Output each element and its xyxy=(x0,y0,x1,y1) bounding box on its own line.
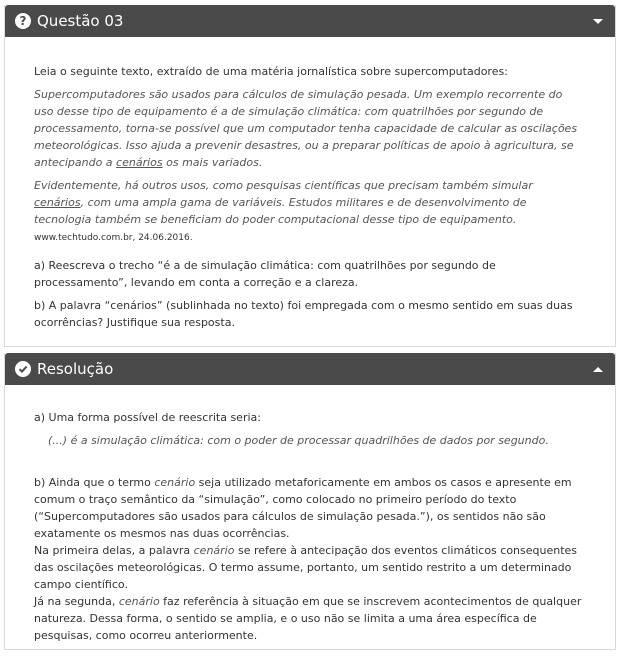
underlined-word-2: cenários xyxy=(34,196,81,209)
check-circle-icon xyxy=(15,361,31,377)
item-b: b) A palavra “cenários” (sublinhada no texto) foi empregada com o mesmo sentido em suas duas ocorrências? Justifique sua resposta. xyxy=(34,299,573,329)
underlined-word-1: cenários xyxy=(116,156,163,169)
question-intro: Leia o seguinte texto, extraído de uma matéria jornalística sobre supercomputadores: xyxy=(34,65,508,78)
passage-1-end: os mais variados. xyxy=(162,156,263,169)
passage-paragraph-1 xyxy=(34,86,585,171)
resolution-title: Resolução xyxy=(37,360,114,378)
answer-b3-start: Já na segunda, xyxy=(34,595,119,608)
answer-b1-term: cenário xyxy=(154,476,196,489)
answer-b1-end: seja utilizado metaforicamente em ambos os casos e apresente em comum o traço semântico da “simulação”, como colocado no primeiro período do texto (“Supercomputadores são usados para cálculos de simulação pesada.”), os sentidos não são exatamente os mesmos nas duas ocorrências. xyxy=(34,476,572,540)
question-header[interactable] xyxy=(5,5,615,37)
answer-a-intro: a) Uma forma possível de reescrita seria: xyxy=(34,411,261,424)
passage-paragraph-2 xyxy=(34,177,585,228)
source-citation: www.techtudo.com.br, 24.06.2016. xyxy=(34,233,193,243)
answer-b2-term: cenário xyxy=(193,544,235,557)
question-circle-icon: ? xyxy=(15,13,31,29)
answer-b-paragraph-3 xyxy=(34,593,585,644)
answer-b2-end: se refere à antecipação dos eventos climáticos consequentes das oscilações meteorológicas. O termo assume, portanto, um sentido restrito a um determinado campo científico. xyxy=(34,544,578,591)
answer-b2-start: Na primeira delas, a palavra xyxy=(34,544,194,557)
answer-b-paragraph-2 xyxy=(34,542,585,593)
answer-b3-term: cenário xyxy=(118,595,160,608)
answer-b1-start: b) Ainda que o termo xyxy=(34,476,155,489)
answer-b-paragraph-1 xyxy=(34,474,585,542)
resolution-panel xyxy=(4,353,616,650)
passage-1-text: Supercomputadores são usados para cálculos de simulação pesada. Um exemplo recorrente do uso desse tipo de equipamento é a de simulação climática: com quatrilhões por segundo de processamento, torna-se possível que um computador tenha capacidade de calcular as oscilações meteorológicas. Isso ajuda a prevenir desastres, ou a preparar políticas de apoio à agricultura, se antecipando a xyxy=(34,88,578,169)
chevron-down-icon[interactable] xyxy=(593,19,603,24)
answer-a-text: (...) é a simulação climática: com o poder de processar quadrilhões de dados por segundo. xyxy=(48,434,549,447)
chevron-up-icon[interactable] xyxy=(593,367,603,372)
resolution-body xyxy=(5,385,615,662)
question-title: Questão 03 xyxy=(37,12,124,30)
answer-b3-end: faz referência à situação em que se inscrevem acontecimentos de qualquer natureza. Dessa forma, o sentido se amplia, e o uso não se limita a uma área específica de pesquisas, como ocorreu anteriormente. xyxy=(34,595,582,642)
resolution-header[interactable] xyxy=(5,353,615,385)
question-body xyxy=(5,37,615,349)
item-a: a) Reescreva o trecho “é a de simulação climática: com quatrilhões por segundo de processamento”, levando em conta a correção e a clareza. xyxy=(34,259,496,289)
passage-2-end: , com uma ampla gama de variáveis. Estudos militares e de desenvolvimento de tecnologia também se beneficiam do poder computacional desse tipo de equipamento. xyxy=(34,196,527,226)
passage-2-text: Evidentemente, há outros usos, como pesquisas científicas que precisam também simular xyxy=(34,179,533,192)
question-panel xyxy=(4,5,616,347)
